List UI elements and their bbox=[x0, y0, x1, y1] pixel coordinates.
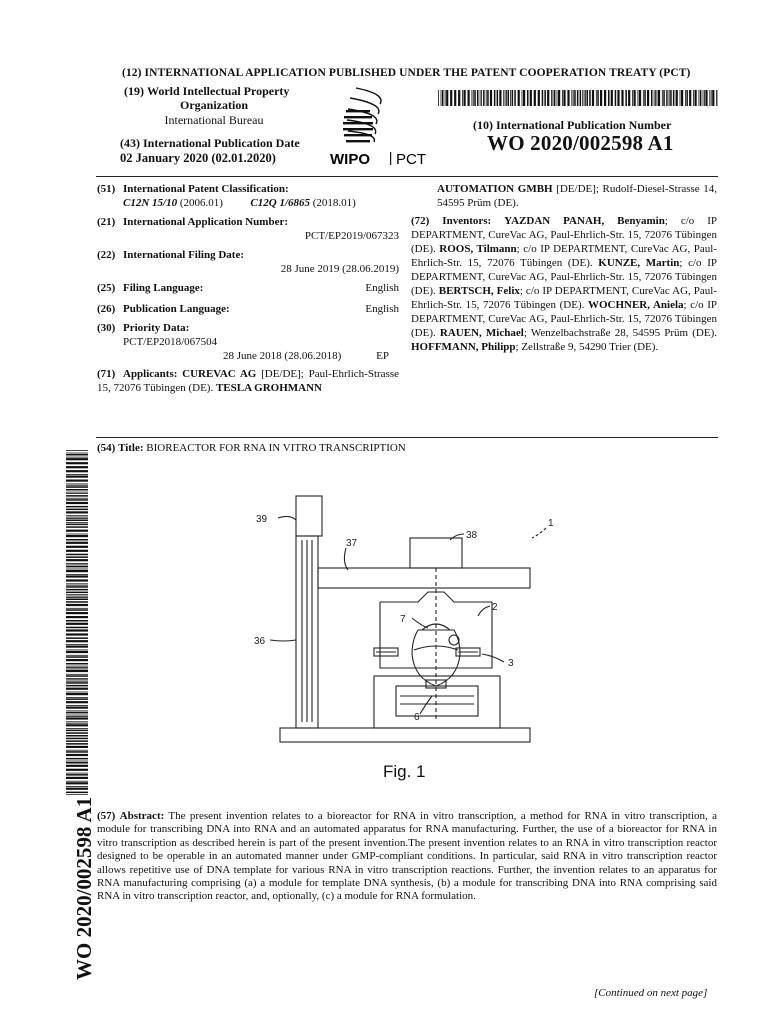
invention-title: BIOREACTOR FOR RNA IN VITRO TRANSCRIPTION bbox=[143, 442, 406, 454]
inventor-address: ; c/o IP DEPARTMENT, CureVac AG, Paul-Ehrlich-Str. 15, 72076 Tübingen (DE). bbox=[411, 257, 717, 297]
field-21-number: (21) bbox=[97, 216, 116, 228]
inventor-address: ; c/o IP DEPARTMENT, CureVac AG, Paul-Ehrlich-Str. 15, 72076 Tübingen (DE). bbox=[411, 299, 717, 339]
filing-date: 28 June 2019 (28.06.2019) bbox=[280, 263, 399, 275]
organization-block bbox=[124, 84, 304, 127]
inventor-address: ; c/o IP DEPARTMENT, CureVac AG, Paul-Ehrlich-Str. 15, 72076 Tübingen (DE). bbox=[411, 243, 717, 269]
header-treaty-line: (12) INTERNATIONAL APPLICATION PUBLISHED UNDER THE PATENT COOPERATION TREATY (PCT) bbox=[122, 67, 691, 79]
field-22 bbox=[97, 248, 399, 276]
title-number: (54) bbox=[97, 442, 116, 454]
title-field bbox=[97, 442, 406, 454]
inventor-address: ; Zellstraße 9, 54290 Trier (DE). bbox=[515, 341, 659, 353]
priority-country: EP bbox=[376, 350, 389, 362]
field-26 bbox=[97, 302, 399, 316]
abstract-label: Abstract: bbox=[119, 810, 165, 822]
field-25-number: (25) bbox=[97, 282, 116, 294]
priority-date: 28 June 2018 (28.06.2018) bbox=[223, 350, 342, 362]
publication-language: English bbox=[365, 303, 399, 315]
side-publication-number: WO 2020/002598 A1 bbox=[72, 796, 96, 980]
inventor-address: ; c/o IP DEPARTMENT, CureVac AG, Paul-Ehrlich-Str. 15, 72076 Tübingen (DE). bbox=[411, 285, 717, 311]
field-30-number: (30) bbox=[97, 322, 116, 334]
field-21 bbox=[97, 215, 399, 243]
label-2: 2 bbox=[492, 602, 498, 613]
label-3: 3 bbox=[508, 658, 514, 669]
logo-pct-text: PCT bbox=[396, 151, 426, 168]
applicant-2-continued-name: AUTOMATION GMBH bbox=[437, 183, 553, 195]
abstract bbox=[97, 810, 717, 904]
label-6: 6 bbox=[414, 712, 420, 723]
field-25-label: Filing Language: bbox=[123, 282, 204, 294]
ipc-class-1: C12N 15/10 bbox=[123, 197, 178, 209]
label-38: 38 bbox=[466, 530, 478, 541]
inventor-address: ; Wenzelbachstraße 28, 54595 Prüm (DE). bbox=[523, 327, 718, 339]
wipo-logo bbox=[328, 80, 448, 170]
applicant-1-address: [DE/DE]; Paul-Ehrlich-Strasse 15, 72076 Tübingen (DE). bbox=[97, 368, 400, 394]
publication-date-label: (43) International Publication Date bbox=[120, 136, 300, 150]
field-71-label: Applicants: bbox=[123, 368, 178, 380]
field-51-label: International Patent Classification: bbox=[123, 183, 289, 195]
ipc-class-2-date: (2018.01) bbox=[310, 197, 356, 209]
field-72-number: (72) bbox=[411, 215, 430, 227]
inventor-name: KUNZE, Martin bbox=[598, 257, 680, 269]
inventor-name: WOCHNER, Aniela bbox=[587, 299, 684, 311]
applicant-continued bbox=[411, 182, 717, 210]
title-label: Title: bbox=[118, 442, 144, 454]
label-7: 7 bbox=[400, 614, 406, 625]
org-name-line1: World Intellectual Property bbox=[147, 84, 290, 98]
field-72-label: Inventors: bbox=[442, 215, 492, 227]
org-name-line2: Organization bbox=[180, 98, 248, 112]
biblio-right-column bbox=[411, 182, 717, 354]
applicant-2-address: [DE/DE]; Rudolf-Diesel-Strasse 14, 54595 Prüm (DE). bbox=[437, 183, 717, 209]
field-22-number: (22) bbox=[97, 249, 116, 261]
inventor-name: ROOS, Tilmann bbox=[439, 243, 517, 255]
priority-application: PCT/EP2018/067504 bbox=[123, 336, 218, 348]
label-1: 1 bbox=[548, 518, 554, 529]
field-51 bbox=[97, 182, 399, 210]
filing-language: English bbox=[365, 282, 399, 294]
field-71 bbox=[97, 367, 399, 395]
org-bureau: International Bureau bbox=[164, 113, 264, 127]
publication-date-value: 02 January 2020 (02.01.2020) bbox=[120, 151, 276, 165]
field-25 bbox=[97, 281, 399, 295]
inventor-name: RAUEN, Michael bbox=[439, 327, 524, 339]
applicant-1: CUREVAC AG bbox=[182, 368, 257, 380]
label-39: 39 bbox=[256, 514, 268, 525]
abstract-number: (57) bbox=[97, 810, 116, 822]
inventor-name: HOFFMANN, Philipp bbox=[411, 341, 516, 353]
publication-number: WO 2020/002598 A1 bbox=[487, 131, 674, 155]
inventor-name: BERTSCH, Felix bbox=[438, 285, 520, 297]
publication-number-label: (10) International Publication Number bbox=[473, 118, 672, 132]
abstract-text: The present invention relates to a bioreactor for RNA in vitro transcription, a method for RNA in vitro transcription, a module for transcribing DNA into RNA and an automated apparatus for RNA manufacturing. Further, the use of a bioreactor for RNA in vitro transcription as described herein is part of the present invention.The present invention relates to an RNA in vitro transcription reactor designed to be operable in an automated manner under GMP-compliant conditions. In particular, said RNA in vitro transcription reactor allows repetitive use of DNA template for various RNA in vitro transcription reactions. Further, the invention relates to an apparatus for RNA manufacturing comprising (a) a module for template DNA synthesis, (b) a module for transcribing DNA into RNA comprising said RNA in vitro transcription reactor, and, optionally, (c) a module for RNA formulation. bbox=[97, 810, 717, 903]
continued-note: [Continued on next page] bbox=[594, 987, 708, 999]
top-barcode bbox=[438, 90, 718, 106]
field-30 bbox=[97, 321, 399, 363]
ipc-class-1-date: (2006.01) bbox=[177, 197, 223, 209]
inventor-name: YAZDAN PANAH, Benyamin bbox=[504, 215, 665, 227]
inventor-list bbox=[411, 215, 717, 353]
biblio-divider bbox=[96, 437, 718, 438]
field-21-label: International Application Number: bbox=[123, 216, 289, 228]
field-71-number: (71) bbox=[97, 368, 116, 380]
logo-wipo-text: WIPO bbox=[330, 151, 370, 168]
field-51-number: (51) bbox=[97, 183, 116, 195]
field-22-label: International Filing Date: bbox=[123, 249, 244, 261]
field-30-label: Priority Data: bbox=[123, 322, 190, 334]
field-26-label: Publication Language: bbox=[123, 303, 230, 315]
label-36: 36 bbox=[254, 636, 266, 647]
label-37: 37 bbox=[346, 538, 358, 549]
field-26-number: (26) bbox=[97, 303, 116, 315]
field-72 bbox=[411, 214, 717, 354]
publication-date-block bbox=[120, 136, 300, 166]
application-number: PCT/EP2019/067323 bbox=[304, 230, 399, 242]
side-barcode bbox=[66, 450, 88, 795]
figure-1-drawing bbox=[250, 490, 570, 750]
inventor-address: ; c/o IP DEPARTMENT, CureVac AG, Paul-Ehrlich-Str. 15, 72076 Tübingen (DE). bbox=[411, 215, 718, 255]
org-code: (19) bbox=[124, 84, 144, 98]
header-divider bbox=[96, 176, 718, 177]
figure-caption: Fig. 1 bbox=[383, 762, 426, 781]
ipc-class-2: C12Q 1/6865 bbox=[250, 197, 311, 209]
applicant-2: TESLA GROHMANN bbox=[215, 382, 322, 394]
